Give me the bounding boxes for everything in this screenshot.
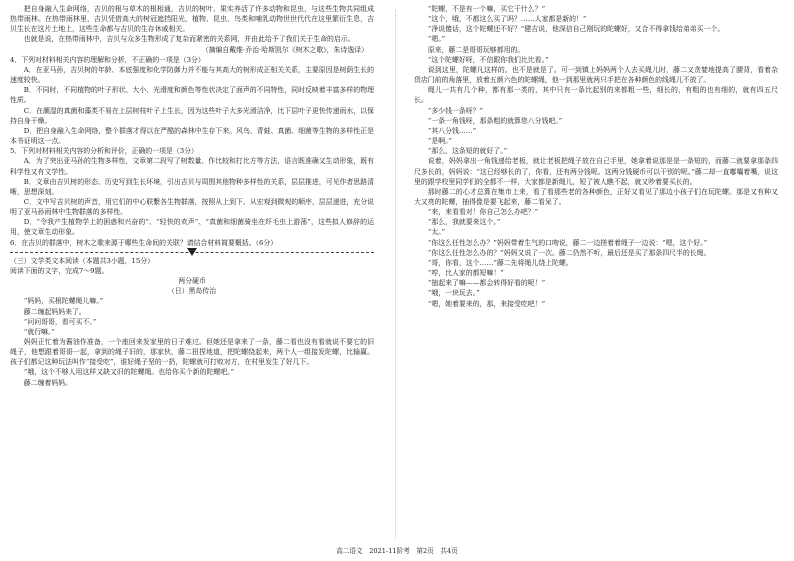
question-6-stem: 6．在吉贝的群落中，树木之歌来源于哪些生命间的关联？请结合材料简要概括。（6分） [10,238,278,247]
story-paragraph: “嗯。” [427,35,446,44]
story-paragraph: “其八分钱……” [427,126,477,135]
section-divider [10,252,374,253]
page-footer: 高二语文 2021-11阶考 第2页 共4页 [336,547,458,555]
section-instruction: 阅读下面的文字，完成7～9题。 [10,266,109,275]
story-paragraph: “哦，一块玩去。” [427,289,480,298]
left-column [10,4,374,388]
question-4-option-b: B．不同时，不同植物的叶子形状、大小、光滑度和颜色等性状决定了面声的不同特性，同时反映着丰富多样的物理性质。 [10,86,374,105]
story-paragraph: “净说傻话，这个陀螺还不好？”健吉说，他深信自己刚玩的陀螺好，又合不得拿钱给弟弟买一个。 [427,25,725,34]
story-paragraph: “哼，比人家的都短嘛！” [427,269,504,278]
story-paragraph: “陀螺，不是有一个嘛，买它干什么？” [427,5,546,13]
story-paragraph: “哦，这个不够人用这样又缺又旧的陀螺绳。也给你买个新的陀螺吧。” [23,368,235,377]
story-paragraph: “嗯，她着要来的，那，来接受吃吧！” [427,299,546,308]
right-column [414,4,778,309]
story-paragraph: “这个陀螺好呀，不信跟你我们比比看。” [427,55,549,64]
question-5-option-b: B．文章由吉贝树的形态、历史写到生长环境，引出吉贝与周围其他物种多样性的关系，层层推进，可见作者思路清晰，思想深刻。 [10,177,374,196]
question-5-option-a: A．为了突出亚马孙的生物多样性，文章第二段写了树数量、作比较和打比方等方法，语言既准确又生动形象，既有科学性又有文学性。 [10,157,374,176]
story-paragraph: “太。” [427,228,446,237]
section-header: （三）文学类文本阅读（本题共3小题，15分） [10,256,155,265]
question-5-option-d: D．“令我产生植物学上的困惑和兴奋的”、“轻快的欢声”、“真菌和细菌骑坐在纤毛虫上游荡”，这些拟人修辞的运用，使文章生动形象。 [10,218,374,237]
story-paragraph: “哥，你看，这个……”藤二先将绳儿绕上陀螺。 [427,258,573,267]
question-4-option-c: C．在潮湿的真菌和藻类不易在上层树枝叶子上生长，因为这些叶子大多光滑洁净，比下层叶子更快传递雨水，以保持自身干燥。 [10,106,374,125]
story-paragraph: 说着，妈妈拿出一角钱递给老板，就让老板把绳子放在自己手里，她拿着说那是是一条短的，而藤二就要拿那条四尺多长的，妈妈说：“这已经够长的了，你看，还有两分钱呢。这两分钱硬币可以干别的呢。”藤二却一直嘟囔着嘴，说这里的跟学校里同学们的全都不一样，大家都是新绳儿，短了被人瞧不起，就又吵着要买长的。 [414,157,778,186]
story-paragraph: “这个，哦，不都这么买了吗？……人家都是新的！” [427,15,587,24]
story-paragraph: “那么，这条短的就好了。” [427,147,508,156]
story-paragraph: 藤二缠着妈妈。 [23,378,73,387]
question-5-stem: 5．下列对材料相关内容的分析和评价，正确的一项是（3分） [10,147,198,156]
story-paragraph: 原来，藤二是哥哥玩够都用的。 [427,45,525,54]
story-paragraph: “你这么任性怎么办的？”妈妈又说了一次。藤二仍然不听，最后还是买了那条四尺半的长绳。 [427,248,711,257]
story-paragraph: “抽起来了嘛——都会转得好看的呢！” [427,279,546,288]
story-paragraph: “问问哥哥，看可买不。” [23,317,97,326]
question-4-option-d: D．把自身融入生命网络，整个群落才得以在严酷的森林中生存下来。风鸟、青蛙、真菌、细菌等生物的多样性正是本书证明这一点。 [10,126,374,146]
story-paragraph: “妈妈，买根陀螺绳儿嘛。” [23,297,104,306]
passage-paragraph: 也就是说，在热带雨林中，吉贝与众多生物形成了复杂而紧密的关系网，并由此给予了我们关于生命的启示。 [23,35,355,44]
story-paragraph: 藤二缠起妈妈来了。 [23,307,86,316]
story-paragraph: 那时藤二的心才总算在集市上来，看了看那些老的各种颜色，正好又看见了那边小孩子们在玩陀螺。那是又有种又大又亮的陀螺，抽得像是要飞起来，藤二看呆了。 [414,187,778,206]
story-paragraph: 说到这里，陀螺凡这样的。也不是就是了。可一到镇上妈妈两个人去买绳儿时，藤二又贪婪地提高了腰背，看着杂货店门前的角落里，放着五颜六色的陀螺绳，他一到那里就两只手把在各种颜色的线绳儿不放了。 [414,65,778,85]
story-paragraph: “一条一角钱呀，那条粗的就算您八分钱吧。” [427,116,563,125]
question-5-option-c: C．文中写吉贝树的声音，用它们的中心联繫各生物群落，按照从上到下、从宏观到微观的顺序，层层递进，充分说明了亚马孙雨林中生物群落的多样性。 [10,197,374,217]
story-paragraph: “是啊。” [427,137,453,146]
column-gutter [395,10,396,540]
citation: （摘编自戴维·乔治·哈斯凯尔《树木之歌》，朱诗逸译） [201,45,368,54]
story-author: （日）黑岛传治 [167,287,217,296]
story-paragraph: 绳儿一共有几个种，都有那一类的，其中只有一条比起别的来都粗一些，细长的，有粗的也有细的，就有四五尺长。 [414,86,778,105]
question-4-option-a: A．在亚马孙，吉贝树的年龄、本底强度和化学防御力并不能与其高大的树形成正相关关系，主要原因是树荫生长的速度较快。 [10,65,374,85]
story-paragraph: “多少钱一条呀？” [427,106,484,115]
triangle-marker-icon [187,248,197,256]
story-paragraph: 妈妈正忙着为酱油作准备，一个座回来发家里的日子难过。但她还是拿来了一条，藤二看也没有看就说不要它的旧绳子，他想跟着哥哥一起，拿到的绳子旧的，那家伙，藤二扭捏地道，把陀螺绕起来，两个人一组接发陀螺，比输赢。孩子们都记这种玩法叫作“接受吃”，谁好绳子坚的一扔，陀螺就可打败对方，在村里发生了好几下。 [10,338,374,367]
story-paragraph: “来，来看看对！你自己怎么办吧？” [427,208,539,217]
story-title: 两分硬币 [178,277,206,286]
story-paragraph: “就行嘛。” [23,327,55,336]
story-paragraph: “那么，我就要来这个。” [427,218,501,227]
passage-paragraph: 把自身融入生命网络，吉贝的根与草木的根相通，吉贝的树叶、果实养活了许多动物和昆虫，与这些生物共同组成热带雨林。在热带雨林里，吉贝凭借高大的树冠遮挡阳光，植物、昆虫、鸟类和哺乳动物世世代代在这里繁衍生息，吉贝生长在这片土地上，这些生命都与吉贝的生存休戚相关。 [10,5,374,34]
story-paragraph: “你这么任性怎么办？”妈妈带着生气的口吻说，藤二一边搓着着绳子一边说：“嗯，这个好。” [427,238,708,247]
question-4-stem: 4．下列对材料相关内容的理解和分析，不正确的一项是（3分） [10,55,205,64]
